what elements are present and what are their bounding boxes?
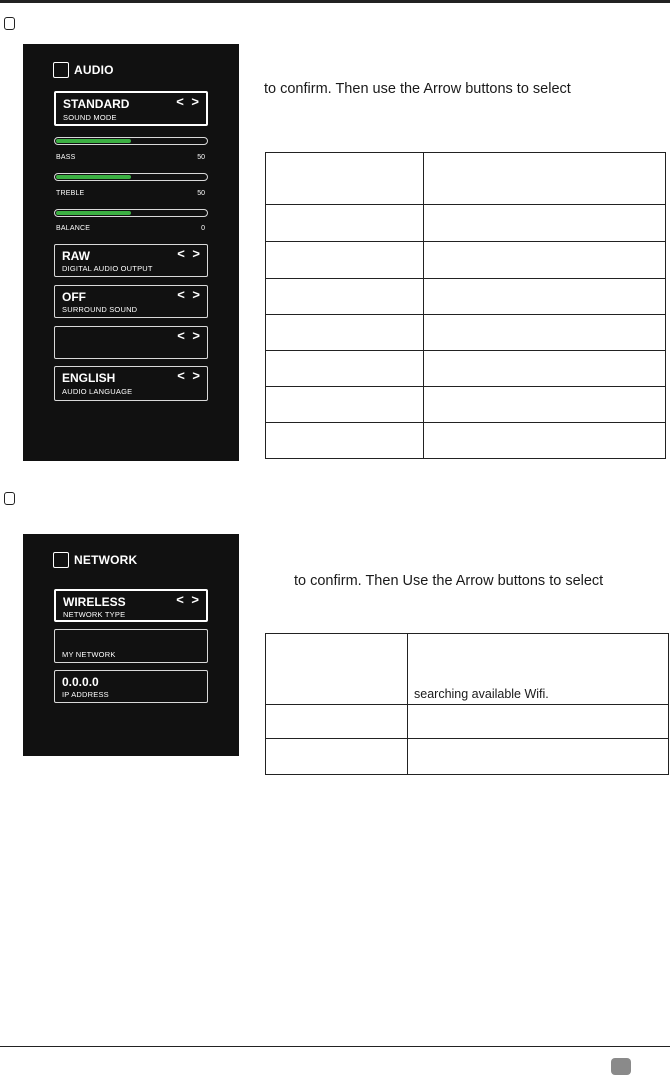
audio-menu-title: AUDIO	[74, 63, 114, 77]
network-options-table	[265, 633, 669, 775]
table-cell	[266, 153, 424, 205]
audio-language-arrows[interactable]: < >	[177, 368, 202, 383]
table-cell	[266, 351, 424, 387]
table-cell	[424, 423, 666, 459]
network-menu-panel	[23, 534, 239, 756]
treble-slider-fill	[56, 175, 131, 179]
table-cell	[266, 242, 424, 279]
page-number-badge	[611, 1058, 631, 1075]
table-cell	[266, 205, 424, 242]
table-cell	[408, 705, 669, 739]
section-marker-network	[4, 492, 15, 505]
sound-mode-label: SOUND MODE	[63, 113, 117, 122]
table-cell	[424, 153, 666, 205]
network-type-option[interactable]	[54, 589, 208, 622]
audio-language-value: ENGLISH	[62, 371, 116, 385]
balance-slider[interactable]	[54, 209, 208, 217]
network-menu-icon	[53, 552, 69, 568]
table-cell	[424, 351, 666, 387]
treble-value: 50	[197, 190, 205, 197]
network-menu-header	[53, 552, 137, 568]
my-network-option[interactable]	[54, 629, 208, 663]
bass-slider[interactable]	[54, 137, 208, 145]
audio-menu-panel	[23, 44, 239, 461]
surround-sound-arrows[interactable]: < >	[177, 287, 202, 302]
table-cell	[424, 387, 666, 423]
table-cell	[266, 634, 408, 705]
unlabeled-audio-arrows[interactable]: < >	[177, 328, 202, 343]
surround-sound-label: SURROUND SOUND	[62, 305, 138, 314]
table-cell	[408, 739, 669, 775]
bass-value: 50	[197, 154, 205, 161]
audio-language-option[interactable]	[54, 366, 208, 401]
surround-sound-option[interactable]	[54, 285, 208, 318]
table-cell	[266, 705, 408, 739]
network-table-text: searching available Wifi.	[414, 687, 549, 701]
digital-audio-output-value: RAW	[62, 249, 90, 263]
audio-instruction-text: to confirm. Then use the Arrow buttons to select	[264, 81, 571, 97]
ip-address-label: IP ADDRESS	[62, 690, 109, 699]
network-type-label: NETWORK TYPE	[63, 610, 126, 619]
bass-slider-fill	[56, 139, 131, 143]
sound-mode-arrows[interactable]: < >	[176, 94, 201, 109]
network-type-arrows[interactable]: < >	[176, 592, 201, 607]
sound-mode-value: STANDARD	[63, 97, 130, 111]
table-cell	[408, 634, 669, 705]
audio-menu-header	[53, 62, 114, 78]
network-menu-title: NETWORK	[74, 553, 138, 567]
bottom-rule	[0, 1046, 670, 1047]
section-marker-audio	[4, 17, 15, 30]
audio-options-table	[265, 152, 666, 459]
table-cell	[266, 739, 408, 775]
digital-audio-output-label: DIGITAL AUDIO OUTPUT	[62, 264, 153, 273]
surround-sound-value: OFF	[62, 290, 86, 304]
table-cell	[266, 315, 424, 351]
table-cell	[424, 315, 666, 351]
table-cell	[266, 279, 424, 315]
treble-label: TREBLE	[56, 190, 85, 197]
my-network-label: MY NETWORK	[62, 650, 116, 659]
network-instruction-text: to confirm. Then Use the Arrow buttons to select	[294, 573, 604, 589]
sound-mode-option[interactable]	[54, 91, 208, 126]
table-cell	[266, 423, 424, 459]
balance-label: BALANCE	[56, 225, 91, 232]
unlabeled-audio-option[interactable]	[54, 326, 208, 359]
digital-audio-output-arrows[interactable]: < >	[177, 246, 202, 261]
balance-value: 0	[201, 225, 205, 232]
balance-slider-fill	[56, 211, 131, 215]
audio-language-label: AUDIO LANGUAGE	[62, 387, 133, 396]
ip-address-option[interactable]	[54, 670, 208, 703]
ip-address-value: 0.0.0.0	[62, 675, 99, 689]
audio-menu-icon	[53, 62, 69, 78]
digital-audio-output-option[interactable]	[54, 244, 208, 277]
top-rule	[0, 0, 670, 3]
table-cell	[424, 242, 666, 279]
table-cell	[424, 279, 666, 315]
table-cell	[424, 205, 666, 242]
network-type-value: WIRELESS	[63, 595, 126, 609]
treble-slider[interactable]	[54, 173, 208, 181]
bass-label: BASS	[56, 154, 76, 161]
table-cell	[266, 387, 424, 423]
